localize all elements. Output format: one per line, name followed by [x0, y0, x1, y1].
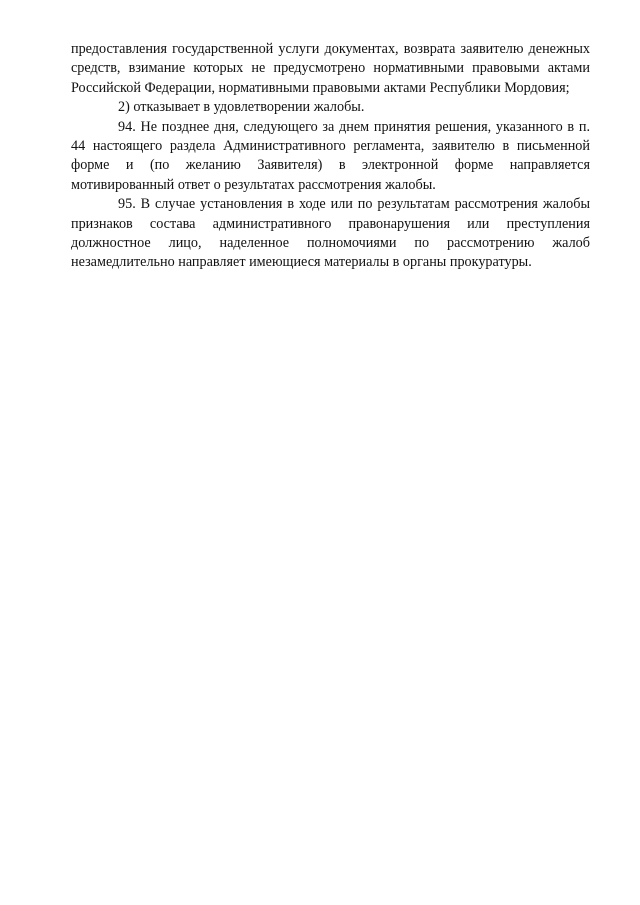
paragraph-continuation: предоставления государственной услуги документах, возврата заявителю денежных средств, взимание которых не предусмотрено нормативными правовыми актами Российской Федерации, нормативными правовыми актами Республики Мордовия; — [71, 41, 590, 96]
paragraph-clause-94: 94. Не позднее дня, следующего за днем принятия решения, указанного в п. 44 настоящего раздела Административного регламента, заявителю в письменной форме и (по желанию Заявителя) в электронной форме направляется мотивированный ответ о результатах рассмотрения жалобы. — [71, 118, 590, 193]
paragraph-clause-95: 95. В случае установления в ходе или по результатам рассмотрения жалобы признаков состава административного правонарушения или преступления должностное лицо, наделенное полномочиями по рассмотрению жалоб незамедлительно направляет имеющиеся материалы в органы прокуратуры. — [71, 196, 590, 271]
paragraph-item-2: 2) отказывает в удовлетворении жалобы. — [118, 99, 365, 116]
document-body — [71, 40, 590, 273]
